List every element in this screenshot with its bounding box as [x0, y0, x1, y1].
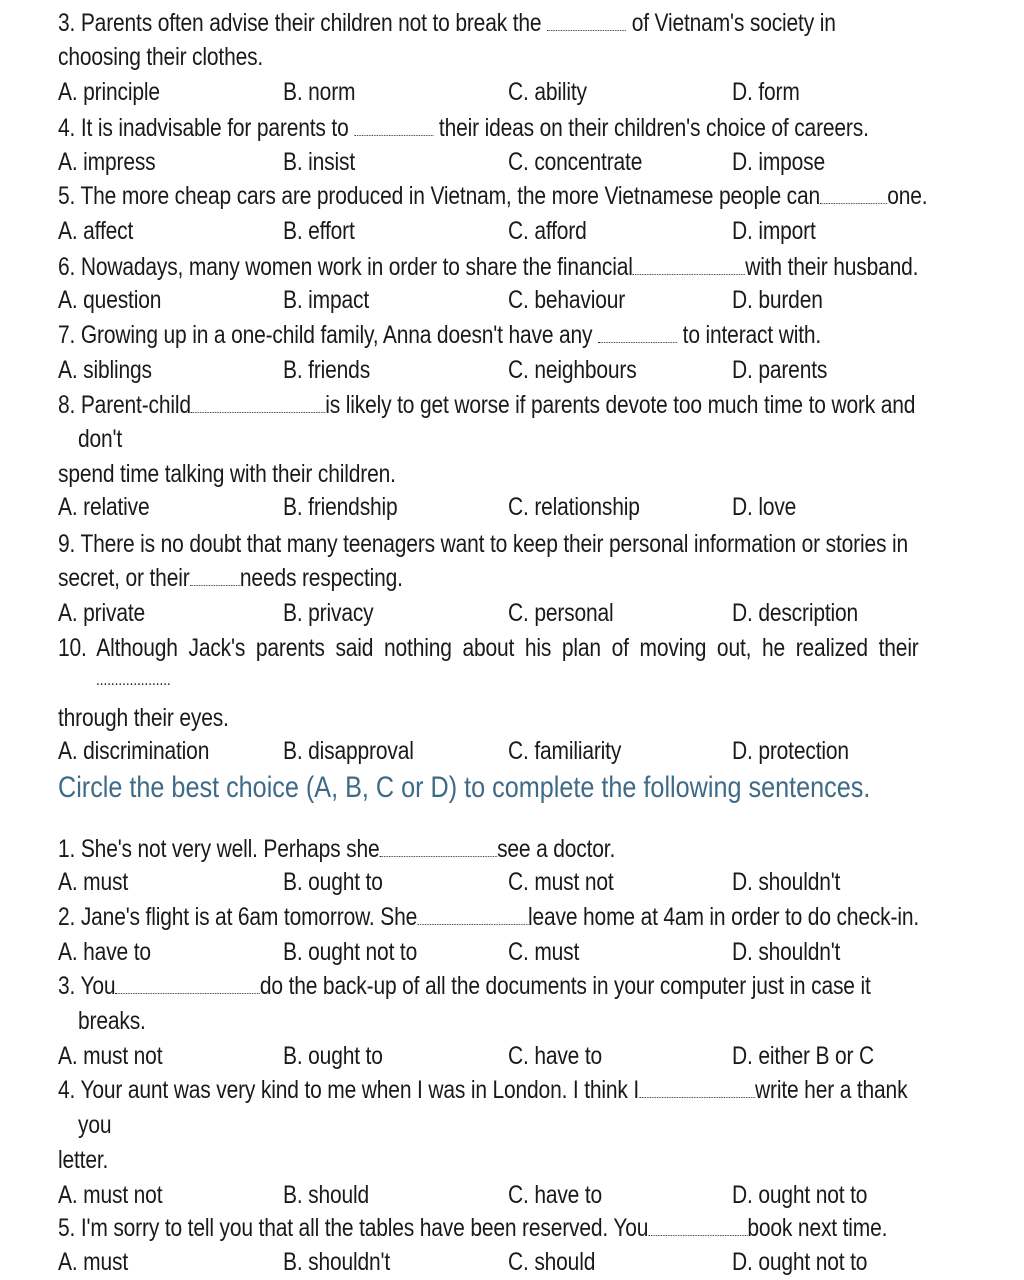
option-d: D. protection: [732, 737, 849, 765]
option-a: A. must not: [58, 1042, 163, 1070]
option-b: B. privacy: [283, 599, 374, 627]
option-a: A. must: [58, 1248, 129, 1276]
option-d: D. impose: [732, 148, 826, 176]
question-10-stem: 10. Although Jack's parents said nothing about his plan of moving out, he realized their: [58, 634, 919, 662]
modal-question-5-stem: 5. I'm sorry to tell you that all the tables have been reserved. You book next time.: [58, 1214, 888, 1242]
answer-blank: [379, 842, 497, 857]
option-c: C. must not: [508, 868, 614, 896]
option-b: B. norm: [283, 78, 356, 106]
option-c: C. behaviour: [508, 286, 626, 314]
modal-question-3-continuation: breaks.: [78, 1007, 146, 1035]
option-b: B. effort: [283, 217, 355, 245]
modal-question-3-stem: 3. You do the back-up of all the documents in your computer just in case it: [58, 972, 871, 1000]
option-b: B. ought to: [283, 1042, 383, 1070]
answer-blank: ....................: [96, 672, 171, 689]
answer-blank: [115, 979, 259, 994]
question-8-continuation: spend time talking with their children.: [58, 460, 396, 488]
option-c: C. ability: [508, 78, 587, 106]
question-4-stem: 4. It is inadvisable for parents to their ideas on their children's choice of careers.: [58, 114, 869, 142]
option-a: A. must not: [58, 1181, 163, 1209]
question-8-stem: 8. Parent-child is likely to get worse if parents devote too much time to work and: [58, 391, 916, 419]
option-c: C. have to: [508, 1181, 603, 1209]
question-3-continuation: choosing their clothes.: [58, 43, 264, 71]
section-heading: Circle the best choice (A, B, C or D) to complete the following sentences.: [58, 771, 871, 804]
option-a: A. impress: [58, 148, 156, 176]
option-a: A. discrimination: [58, 737, 210, 765]
option-c: C. personal: [508, 599, 614, 627]
answer-blank: [598, 328, 677, 343]
answer-blank: [190, 571, 240, 586]
answer-blank: [633, 260, 746, 275]
option-a: A. principle: [58, 78, 160, 106]
option-c: C. concentrate: [508, 148, 643, 176]
question-7-stem: 7. Growing up in a one-child family, Anna doesn't have any to interact with.: [58, 321, 822, 349]
option-c: C. afford: [508, 217, 587, 245]
option-b: B. shouldn't: [283, 1248, 391, 1276]
option-a: A. have to: [58, 938, 151, 966]
option-a: A. private: [58, 599, 146, 627]
option-d: D. either B or C: [732, 1042, 875, 1070]
answer-blank: [547, 16, 626, 31]
option-d: D. shouldn't: [732, 868, 841, 896]
option-c: C. must: [508, 938, 580, 966]
modal-question-4-continuation: letter.: [58, 1146, 109, 1174]
modal-question-1-stem: 1. She's not very well. Perhaps she see a doctor.: [58, 835, 616, 863]
answer-blank: [639, 1083, 755, 1098]
option-d: D. parents: [732, 356, 828, 384]
option-d: D. love: [732, 493, 797, 521]
answer-blank: [417, 910, 528, 925]
option-a: A. question: [58, 286, 162, 314]
option-c: C. have to: [508, 1042, 603, 1070]
question-10-continuation: through their eyes.: [58, 704, 229, 732]
option-d: D. burden: [732, 286, 823, 314]
answer-blank: [354, 121, 433, 136]
option-a: A. must: [58, 868, 129, 896]
answer-blank: [191, 398, 325, 413]
question-9-stem: 9. There is no doubt that many teenagers want to keep their personal information or stories in: [58, 530, 908, 558]
question-9-continuation: secret, or their needs respecting.: [58, 564, 403, 592]
modal-question-2-stem: 2. Jane's flight is at 6am tomorrow. She leave home at 4am in order to do check-in.: [58, 903, 920, 931]
option-c: C. neighbours: [508, 356, 637, 384]
modal-question-4-stem: 4. Your aunt was very kind to me when I was in London. I think I write her a thank: [58, 1076, 908, 1104]
option-b: B. ought not to: [283, 938, 418, 966]
answer-blank: [820, 189, 887, 204]
option-c: C. relationship: [508, 493, 640, 521]
option-d: D. ought not to: [732, 1181, 868, 1209]
option-d: D. import: [732, 217, 816, 245]
option-c: C. should: [508, 1248, 596, 1276]
modal-question-4-continuation: you: [78, 1111, 112, 1139]
option-d: D. description: [732, 599, 859, 627]
option-b: B. should: [283, 1181, 370, 1209]
question-8-continuation: don't: [78, 425, 123, 453]
option-a: A. siblings: [58, 356, 152, 384]
option-d: D. ought not to: [732, 1248, 868, 1276]
question-3-stem: 3. Parents often advise their children not to break the of Vietnam's society in: [58, 9, 836, 37]
option-a: A. affect: [58, 217, 134, 245]
option-b: B. friends: [283, 356, 371, 384]
question-6-stem: 6. Nowadays, many women work in order to share the financial with their husband.: [58, 253, 919, 281]
option-c: C. familiarity: [508, 737, 622, 765]
option-b: B. disapproval: [283, 737, 414, 765]
option-b: B. impact: [283, 286, 370, 314]
option-b: B. ought to: [283, 868, 383, 896]
option-d: D. form: [732, 78, 800, 106]
option-b: B. friendship: [283, 493, 398, 521]
question-5-stem: 5. The more cheap cars are produced in Vietnam, the more Vietnamese people can one.: [58, 182, 928, 210]
answer-blank: [648, 1221, 747, 1236]
option-a: A. relative: [58, 493, 150, 521]
option-b: B. insist: [283, 148, 356, 176]
option-d: D. shouldn't: [732, 938, 841, 966]
